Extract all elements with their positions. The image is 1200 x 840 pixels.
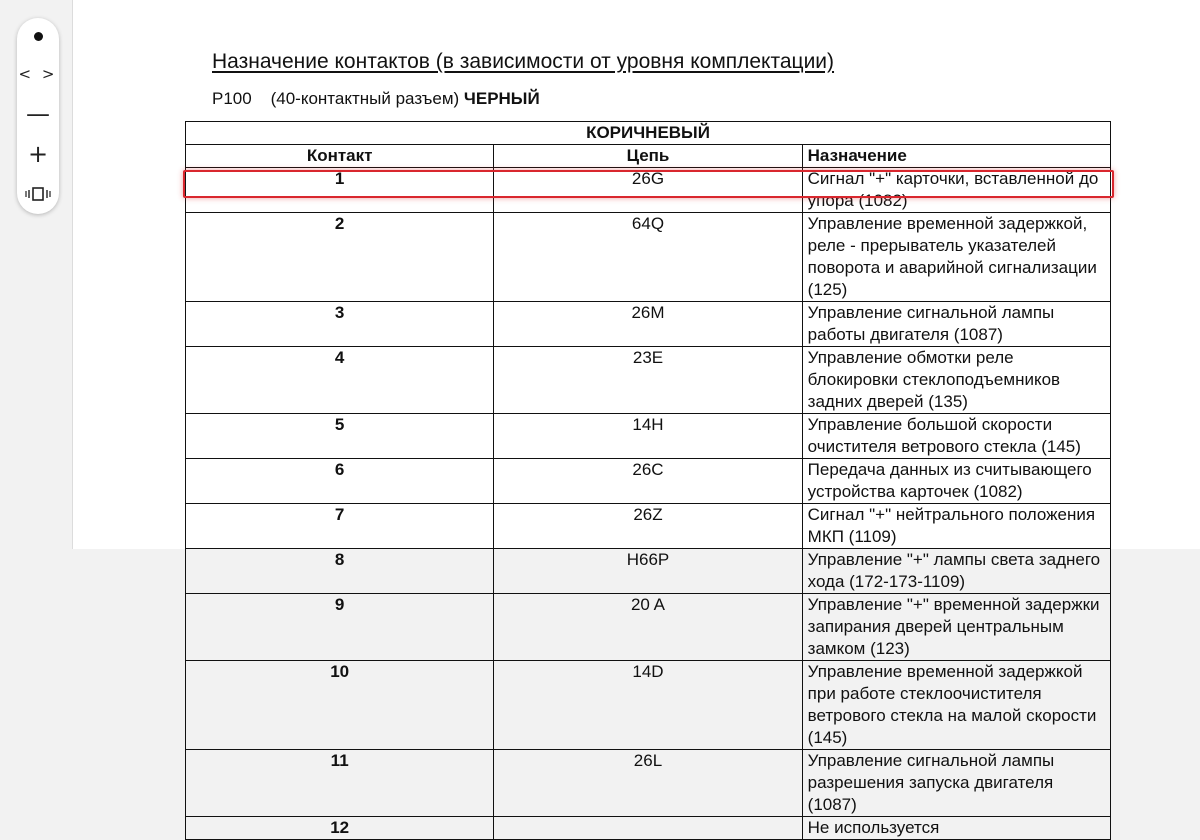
circuit-cell: 14H — [494, 414, 802, 459]
circuit-cell: 26Z — [494, 504, 802, 549]
fit-page-button[interactable] — [17, 176, 59, 212]
circuit-cell: 26G — [494, 168, 802, 213]
connector-color: ЧЕРНЫЙ — [463, 89, 540, 108]
column-header-pin: Контакт — [186, 145, 494, 168]
function-cell: Сигнал "+" карточки, вставленной до упора (1082) — [802, 168, 1110, 213]
circuit-cell: H66P — [494, 549, 802, 594]
connector-description: (40-контактный разъем) — [270, 89, 460, 108]
circuit-cell: 26L — [494, 750, 802, 817]
table-row — [186, 459, 1111, 504]
pin-cell: 6 — [186, 459, 494, 504]
table-row — [186, 302, 1111, 347]
function-cell: Управление временной задержкой, реле - прерыватель указателей поворота и аварийной сигнализации (125) — [802, 213, 1110, 302]
pin-cell: 8 — [186, 549, 494, 594]
plus-icon: + — [27, 140, 49, 168]
pin-cell: 10 — [186, 661, 494, 750]
dot-icon — [34, 32, 43, 41]
function-cell: Управление "+" временной задержки запирания дверей центральным замком (123) — [802, 594, 1110, 661]
table-row — [186, 549, 1111, 594]
zoom-in-button[interactable] — [17, 136, 59, 172]
circuit-cell — [494, 817, 802, 840]
function-cell: Сигнал "+" нейтрального положения МКП (1109) — [802, 504, 1110, 549]
circuit-cell: 20 A — [494, 594, 802, 661]
dot-button[interactable] — [17, 18, 59, 54]
pin-cell: 9 — [186, 594, 494, 661]
connector-subtitle — [212, 89, 540, 109]
connector-code: P100 — [212, 89, 252, 108]
column-header-function: Назначение — [802, 145, 1110, 168]
function-cell: Управление "+" лампы света заднего хода (172-173-1109) — [802, 549, 1110, 594]
table-row — [186, 347, 1111, 414]
function-cell: Управление временной задержкой при работе стеклоочистителя ветрового стекла на малой скорости (145) — [802, 661, 1110, 750]
minus-icon: — — [26, 100, 50, 128]
circuit-cell: 26C — [494, 459, 802, 504]
pin-cell: 2 — [186, 213, 494, 302]
table-row — [186, 213, 1111, 302]
pin-cell: 12 — [186, 817, 494, 840]
pin-cell: 11 — [186, 750, 494, 817]
table-row — [186, 661, 1111, 750]
zoom-out-button[interactable] — [17, 96, 59, 132]
table-row — [186, 817, 1111, 840]
table-row — [186, 594, 1111, 661]
table-row — [186, 504, 1111, 549]
pin-cell: 1 — [186, 168, 494, 213]
circuit-cell: 64Q — [494, 213, 802, 302]
page-nav-button[interactable] — [17, 56, 59, 92]
pin-assignment-table — [185, 121, 1111, 840]
pin-cell: 5 — [186, 414, 494, 459]
function-cell: Управление сигнальной лампы разрешения запуска двигателя (1087) — [802, 750, 1110, 817]
viewer-toolbar — [17, 18, 59, 214]
table-section-title: КОРИЧНЕВЫЙ — [186, 122, 1111, 145]
chevron-left-right-icon: < > — [18, 65, 58, 83]
column-header-circuit: Цепь — [494, 145, 802, 168]
circuit-cell: 14D — [494, 661, 802, 750]
function-cell: Управление большой скорости очистителя ветрового стекла (145) — [802, 414, 1110, 459]
circuit-cell: 23E — [494, 347, 802, 414]
fit-page-icon — [25, 186, 51, 202]
table-body — [186, 168, 1111, 840]
pin-cell: 4 — [186, 347, 494, 414]
table-row — [186, 414, 1111, 459]
function-cell: Управление сигнальной лампы работы двигателя (1087) — [802, 302, 1110, 347]
function-cell: Не используется — [802, 817, 1110, 840]
table-row — [186, 168, 1111, 213]
document-title: Назначение контактов (в зависимости от уровня комплектации) — [212, 50, 835, 73]
table-row — [186, 750, 1111, 817]
pin-cell: 7 — [186, 504, 494, 549]
function-cell: Передача данных из считывающего устройства карточек (1082) — [802, 459, 1110, 504]
pin-cell: 3 — [186, 302, 494, 347]
function-cell: Управление обмотки реле блокировки стеклоподъемников задних дверей (135) — [802, 347, 1110, 414]
circuit-cell: 26M — [494, 302, 802, 347]
